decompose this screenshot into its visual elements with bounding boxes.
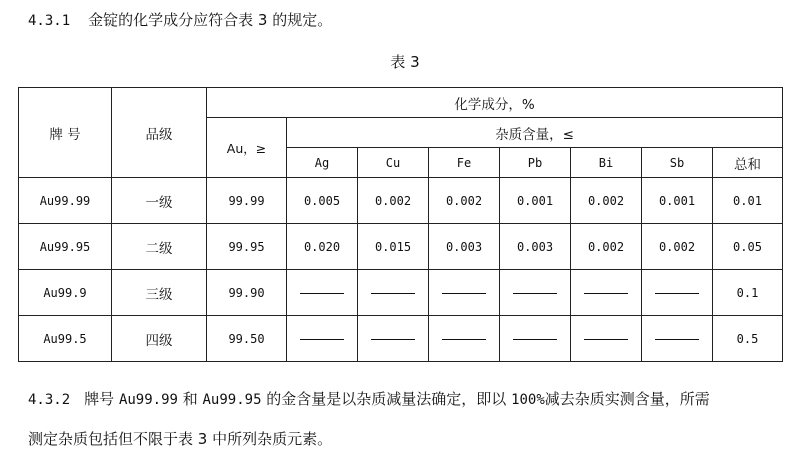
cell-value: 0.002 [642,224,713,270]
clause-text: 的金含量是以杂质减量法确定，即以 [261,390,512,408]
cell-grade: 二级 [112,224,207,270]
cell-value: 0.002 [429,178,500,224]
cell-value-none [500,270,571,316]
cell-value: 0.020 [287,224,358,270]
header-element: Fe [429,148,500,178]
header-element: Bi [571,148,642,178]
clause-number: 4.3.2 [28,392,71,408]
cell-brand: Au99.9 [19,270,112,316]
brand-ref: Au99.99 [118,392,178,408]
cell-brand: Au99.99 [19,178,112,224]
clause-number: 4.3.1 [28,13,71,29]
clause-4-3-2-continuation: 测定杂质包括但不限于表 3 中所列杂质元素。 [28,430,333,448]
no-value-dash [300,339,344,340]
cell-value: 0.1 [713,270,783,316]
cell-value-none [287,270,358,316]
clause-text: 金锭的化学成分应符合表 3 的规定。 [88,11,333,29]
clause-text: 牌号 [84,390,119,408]
header-brand: 牌 号 [19,88,112,178]
cell-value: 0.01 [713,178,783,224]
brand-ref: Au99.95 [202,392,262,408]
header-composition: 化学成分，% [207,88,783,118]
cell-value: 0.001 [500,178,571,224]
cell-value-none [642,270,713,316]
cell-au: 99.50 [207,316,287,362]
cell-au: 99.99 [207,178,287,224]
cell-value-none [287,316,358,362]
header-element: Cu [358,148,429,178]
header-au: Au，≥ [207,118,287,178]
cell-au: 99.95 [207,224,287,270]
no-value-dash [584,293,628,294]
no-value-dash [442,339,486,340]
no-value-dash [513,293,557,294]
cell-value: 0.002 [358,178,429,224]
cell-grade: 三级 [112,270,207,316]
cell-value: 0.002 [571,224,642,270]
clause-4-3-2 [28,388,710,409]
table-row [19,224,783,270]
table-row [19,270,783,316]
header-impurity: 杂质含量，≤ [287,118,783,148]
cell-au: 99.90 [207,270,287,316]
header-element-total: 总和 [713,148,783,178]
cell-value: 0.003 [500,224,571,270]
cell-value: 0.002 [571,178,642,224]
composition-table [18,87,783,362]
no-value-dash [655,293,699,294]
no-value-dash [442,293,486,294]
table-row [19,316,783,362]
cell-brand: Au99.5 [19,316,112,362]
cell-value-none [571,270,642,316]
cell-value: 0.05 [713,224,783,270]
cell-value-none [358,316,429,362]
cell-grade: 一级 [112,178,207,224]
cell-value: 0.5 [713,316,783,362]
table-title: 表 3 [390,53,420,71]
header-element: Sb [642,148,713,178]
cell-value-none [358,270,429,316]
header-grade: 品级 [112,88,207,178]
cell-value-none [429,270,500,316]
cell-grade: 四级 [112,316,207,362]
no-value-dash [300,293,344,294]
clause-text: 和 [177,390,203,408]
no-value-dash [655,339,699,340]
no-value-dash [371,293,415,294]
clause-4-3-1 [28,9,332,30]
cell-value: 0.015 [358,224,429,270]
no-value-dash [513,339,557,340]
cell-brand: Au99.95 [19,224,112,270]
header-element: Ag [287,148,358,178]
cell-value: 0.005 [287,178,358,224]
cell-value-none [500,316,571,362]
table-row [19,178,783,224]
header-element: Pb [500,148,571,178]
cell-value-none [429,316,500,362]
cell-value-none [642,316,713,362]
no-value-dash [584,339,628,340]
cell-value: 0.003 [429,224,500,270]
cell-value: 0.001 [642,178,713,224]
cell-value-none [571,316,642,362]
clause-text: 减去杂质实测含量，所需 [544,390,710,408]
no-value-dash [371,339,415,340]
percent-value: 100% [511,392,545,408]
